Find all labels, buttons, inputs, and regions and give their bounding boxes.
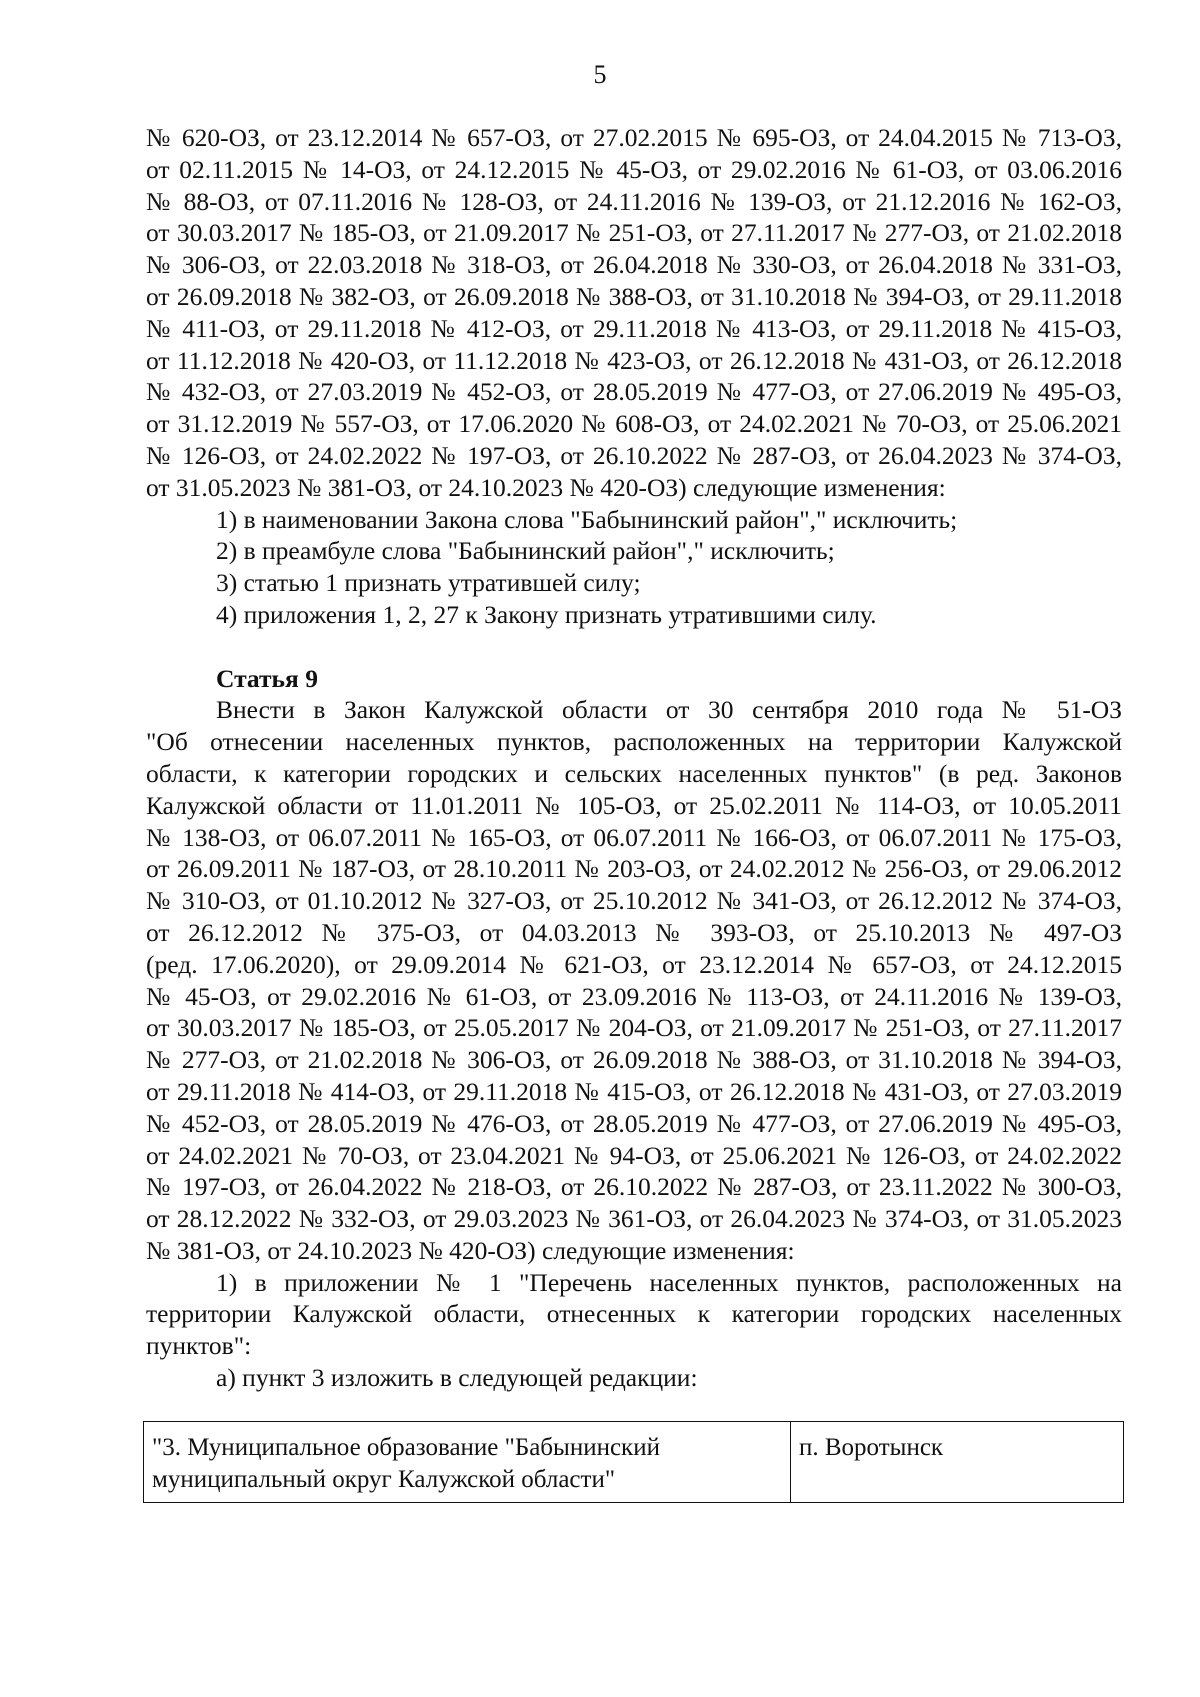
text-line: области, к категории городских и сельских населенных пунктов" (в ред. Законов	[146, 758, 1122, 788]
text-line: от 26.09.2018 № 382-ОЗ, от 26.09.2018 № 388-ОЗ, от 31.10.2018 № 394-ОЗ, от 29.11.2018	[146, 281, 1122, 311]
text-line: от 24.02.2021 № 70-ОЗ, от 23.04.2021 № 94-ОЗ, от 25.06.2021 № 126-ОЗ, от 24.02.2022	[146, 1140, 1122, 1170]
list-item: 4) приложения 1, 2, 27 к Закону признать утратившими силу.	[216, 599, 877, 629]
list-item: 1) в наименовании Закона слова "Бабынинский район"," исключить;	[216, 504, 958, 534]
text-line: (ред. 17.06.2020), от 29.09.2014 № 621-ОЗ, от 23.12.2014 № 657-ОЗ, от 24.12.2015	[146, 949, 1122, 979]
text-line: № 88-ОЗ, от 07.11.2016 № 128-ОЗ, от 24.11.2016 № 139-ОЗ, от 21.12.2016 № 162-ОЗ,	[146, 186, 1122, 216]
text-line: от 31.05.2023 № 381-ОЗ, от 24.10.2023 № 420-ОЗ) следующие изменения:	[146, 472, 946, 502]
text-line: от 31.12.2019 № 557-ОЗ, от 17.06.2020 № 608-ОЗ, от 24.02.2021 № 70-ОЗ, от 25.06.2021	[146, 409, 1122, 439]
text-line: пунктов":	[146, 1331, 252, 1361]
text-line: № 277-ОЗ, от 21.02.2018 № 306-ОЗ, от 26.09.2018 № 388-ОЗ, от 31.10.2018 № 394-ОЗ,	[146, 1045, 1122, 1075]
text-line: от 02.11.2015 № 14-ОЗ, от 24.12.2015 № 45-ОЗ, от 29.02.2016 № 61-ОЗ, от 03.06.2016	[146, 154, 1122, 184]
text-line: № 306-ОЗ, от 22.03.2018 № 318-ОЗ, от 26.04.2018 № 330-ОЗ, от 26.04.2018 № 331-ОЗ,	[146, 250, 1122, 280]
text-line: № 197-ОЗ, от 26.04.2022 № 218-ОЗ, от 26.10.2022 № 287-ОЗ, от 23.11.2022 № 300-ОЗ,	[146, 1172, 1122, 1202]
text-line: "Об отнесении населенных пунктов, расположенных на территории Калужской	[146, 727, 1122, 757]
document-body	[146, 122, 1122, 1394]
text-line: от 26.12.2012 № 375-ОЗ, от 04.03.2013 № 393-ОЗ, от 25.10.2013 № 497-ОЗ	[146, 917, 1122, 947]
text-line: № 126-ОЗ, от 24.02.2022 № 197-ОЗ, от 26.10.2022 № 287-ОЗ, от 26.04.2023 № 374-ОЗ,	[146, 440, 1122, 470]
amendment-table	[143, 1421, 1124, 1503]
list-item: 2) в преамбуле слова "Бабынинский район"," исключить;	[216, 536, 835, 566]
table-row	[144, 1422, 1124, 1503]
text-line: от 11.12.2018 № 420-ОЗ, от 11.12.2018 № 423-ОЗ, от 26.12.2018 № 431-ОЗ, от 26.12.2018	[146, 345, 1122, 375]
text-line: Калужской области от 11.01.2011 № 105-ОЗ, от 25.02.2011 № 114-ОЗ, от 10.05.2011	[146, 790, 1122, 820]
table-cell-settlement: п. Воротынск	[791, 1422, 1124, 1503]
amendment-item-1	[146, 1267, 1122, 1362]
article-paragraph	[146, 694, 1122, 1266]
text-line: № 411-ОЗ, от 29.11.2018 № 412-ОЗ, от 29.11.2018 № 413-ОЗ, от 29.11.2018 № 415-ОЗ,	[146, 313, 1122, 343]
cell-text-line: муниципальный округ Калужской области"	[152, 1466, 616, 1493]
text-line: от 28.12.2022 № 332-ОЗ, от 29.03.2023 № 361-ОЗ, от 26.04.2023 № 374-ОЗ, от 31.05.2023	[146, 1204, 1122, 1234]
amendment-subitem-a: а) пункт 3 изложить в следующей редакции:	[216, 1363, 698, 1393]
text-line: 1) в приложении № 1 "Перечень населенных пунктов, расположенных на	[216, 1267, 1122, 1297]
text-line: № 620-ОЗ, от 23.12.2014 № 657-ОЗ, от 27.02.2015 № 695-ОЗ, от 24.04.2015 № 713-ОЗ,	[146, 123, 1122, 152]
cell-text-line: "3. Муниципальное образование "Бабынинский	[152, 1434, 660, 1461]
text-line: от 30.03.2017 № 185-ОЗ, от 21.09.2017 № 251-ОЗ, от 27.11.2017 № 277-ОЗ, от 21.02.2018	[146, 218, 1122, 248]
text-line: № 381-ОЗ, от 24.10.2023 № 420-ОЗ) следующие изменения:	[146, 1235, 795, 1265]
text-line: № 138-ОЗ, от 06.07.2011 № 165-ОЗ, от 06.07.2011 № 166-ОЗ, от 06.07.2011 № 175-ОЗ,	[146, 822, 1122, 852]
text-line: от 29.11.2018 № 414-ОЗ, от 29.11.2018 № 415-ОЗ, от 26.12.2018 № 431-ОЗ, от 27.03.2019	[146, 1076, 1122, 1106]
article-heading: Статья 9	[216, 663, 318, 693]
continuation-paragraph	[146, 122, 1122, 504]
table-cell-municipality	[144, 1422, 791, 1503]
text-line: от 30.03.2017 № 185-ОЗ, от 25.05.2017 № 204-ОЗ, от 21.09.2017 № 251-ОЗ, от 27.11.2017	[146, 1013, 1122, 1043]
text-line: территории Калужской области, отнесенных к категории городских населенных	[146, 1299, 1122, 1329]
text-line: № 310-ОЗ, от 01.10.2012 № 327-ОЗ, от 25.10.2012 № 341-ОЗ, от 26.12.2012 № 374-ОЗ,	[146, 886, 1122, 916]
page-number: 5	[593, 60, 607, 89]
text-line: № 45-ОЗ, от 29.02.2016 № 61-ОЗ, от 23.09.2016 № 113-ОЗ, от 24.11.2016 № 139-ОЗ,	[146, 981, 1122, 1011]
text-line: от 26.09.2011 № 187-ОЗ, от 28.10.2011 № 203-ОЗ, от 24.02.2012 № 256-ОЗ, от 29.06.2012	[146, 854, 1122, 884]
text-line: Внести в Закон Калужской области от 30 сентября 2010 года № 51-ОЗ	[216, 695, 1122, 725]
text-line: № 452-ОЗ, от 28.05.2019 № 476-ОЗ, от 28.05.2019 № 477-ОЗ, от 27.06.2019 № 495-ОЗ,	[146, 1108, 1122, 1138]
list-item: 3) статью 1 признать утратившей силу;	[216, 568, 641, 598]
text-line: № 432-ОЗ, от 27.03.2019 № 452-ОЗ, от 28.05.2019 № 477-ОЗ, от 27.06.2019 № 495-ОЗ,	[146, 377, 1122, 407]
